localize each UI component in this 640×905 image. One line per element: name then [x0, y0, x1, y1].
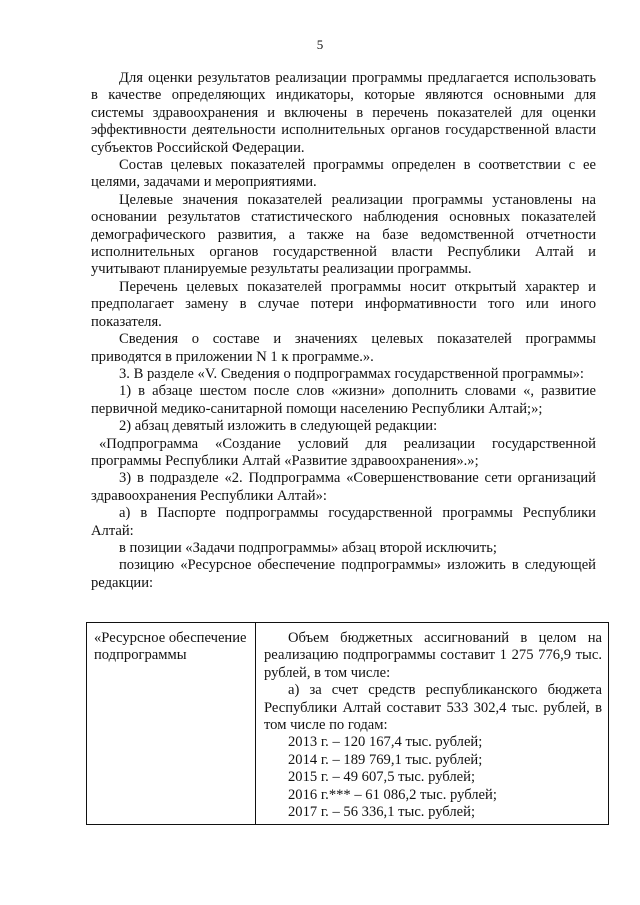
- resource-table: [86, 622, 609, 825]
- table-year-row: 2015 г. – 49 607,5 тыс. рублей;: [288, 769, 475, 786]
- paragraph-target-values: Целевые значения показателей реализации программы установлены на основании результатов статистического наблюдения основных показателей демографического развития, а также на базе ведомственной отчетности исполнительных органов государственной власти Республики Алтай и учитывают планируемые результаты реализации программы.: [91, 191, 596, 278]
- paragraph-item-1: 1) в абзаце шестом после слов «жизни» дополнить словами «, развитие первичной медико-санитарной помощи населению Республики Алтай;»;: [91, 383, 596, 417]
- paragraph-tasks: в позиции «Задачи подпрограммы» абзац второй исключить;: [119, 539, 497, 556]
- paragraph-composition: Состав целевых показателей программы определен в соответствии с ее целями, задачами и мероприятиями.: [91, 157, 596, 191]
- page-number: 5: [316, 37, 324, 52]
- paragraph-list-open: Перечень целевых показателей программы носит открытый характер и предполагает замену в случае потери информативности того или иного показателя.: [91, 278, 596, 330]
- paragraph-indicators: Для оценки результатов реализации программы предлагается использовать в качестве определяющих индикаторы, которые являются основными для системы здравоохранения и включены в перечень показателей для оценки эффективности деятельности исполнительных органов государственной власти субъектов Российской Федерации.: [91, 70, 596, 156]
- table-left-cell: «Ресурсное обеспечение подпрограммы: [94, 630, 247, 664]
- paragraph-item-2: 2) абзац девятый изложить в следующей редакции:: [119, 418, 438, 435]
- paragraph-appendix: Сведения о составе и значениях целевых показателей программы приводятся в приложении N 1 к программе.».: [91, 331, 596, 365]
- table-right-cell: [264, 630, 602, 821]
- document-body: [91, 70, 596, 592]
- paragraph-subprogram-title: «Подпрограмма «Создание условий для реализации государственной программы Республики Алтай «Развитие здравоохранения».»;: [91, 435, 596, 469]
- table-item-a: а) за счет средств республиканского бюджета Республики Алтай составит 533 302,4 тыс. рублей, в том числе по годам:: [264, 682, 602, 734]
- table-year-row: 2014 г. – 189 769,1 тыс. рублей;: [288, 751, 483, 768]
- paragraph-section-3: 3. В разделе «V. Сведения о подпрограммах государственной программы»:: [119, 365, 584, 382]
- table-year-row: 2016 г.*** – 61 086,2 тыс. рублей;: [288, 786, 497, 803]
- table-column-divider: [255, 623, 256, 824]
- paragraph-item-a: а) в Паспорте подпрограммы государственной программы Республики Алтай:: [91, 505, 596, 539]
- table-year-row: 2017 г. – 56 336,1 тыс. рублей;: [288, 804, 475, 821]
- paragraph-resources: позицию «Ресурсное обеспечение подпрограммы» изложить в следующей редакции:: [91, 557, 596, 591]
- table-year-row: 2013 г. – 120 167,4 тыс. рублей;: [288, 734, 483, 751]
- table-intro: Объем бюджетных ассигнований в целом на реализацию подпрограммы составит 1 275 776,9 тыс. рублей, в том числе:: [264, 630, 602, 681]
- paragraph-item-3: 3) в подразделе «2. Подпрограмма «Совершенствование сети организаций здравоохранения Республики Алтай»:: [91, 470, 596, 504]
